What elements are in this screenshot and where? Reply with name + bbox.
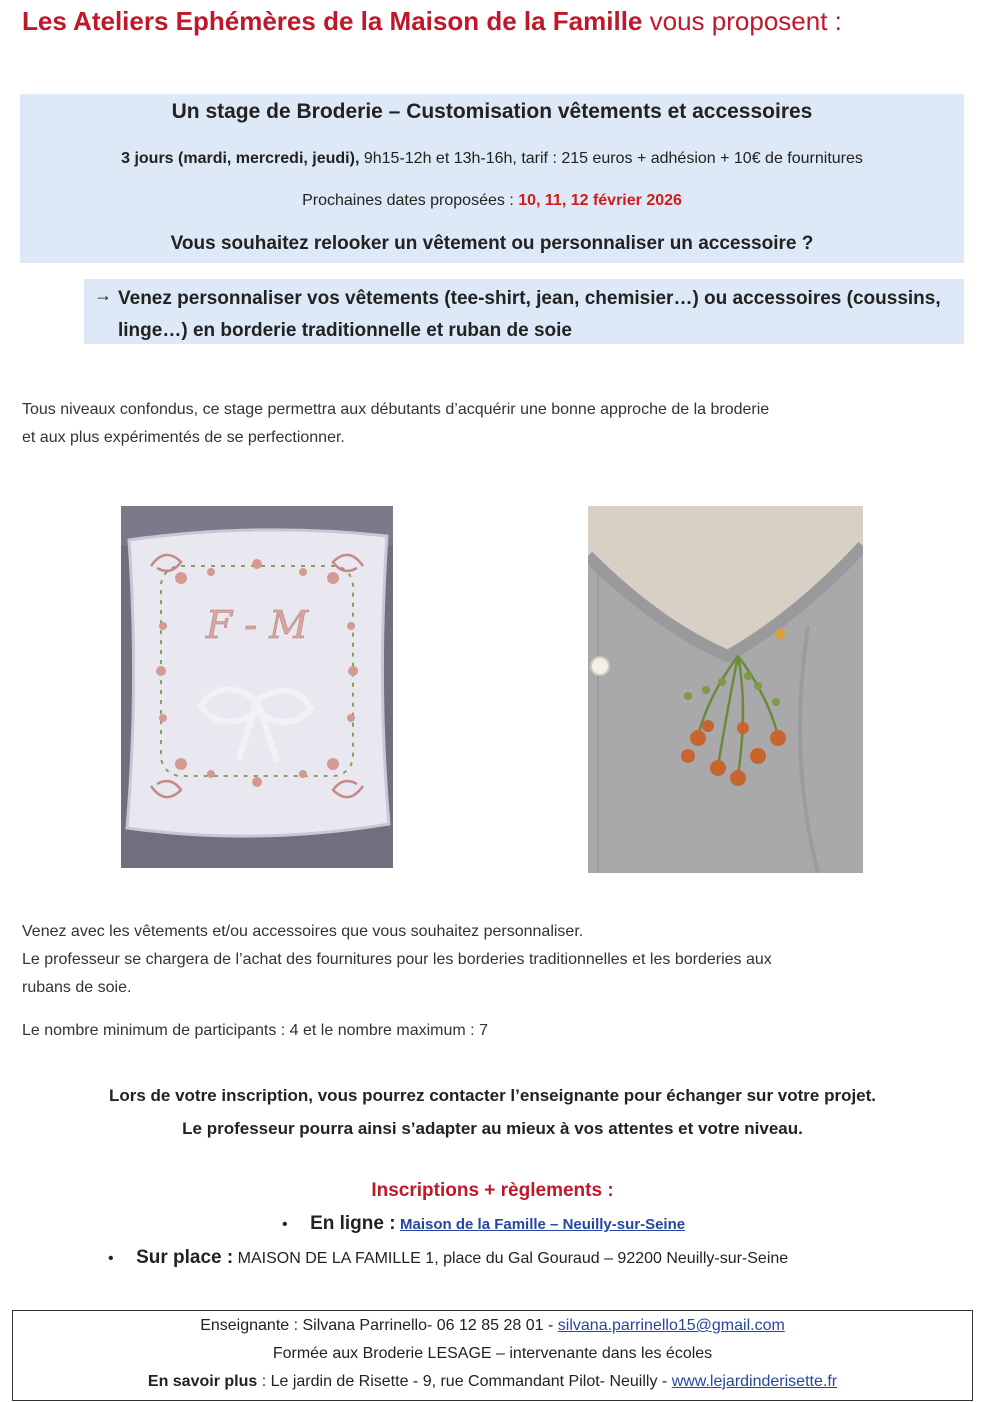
details-line-2: Le professeur se chargera de l’achat des fournitures pour les borderies traditionnelles et les borderies aux bbox=[22, 951, 772, 968]
registration-online-link[interactable]: Maison de la Famille – Neuilly-sur-Seine bbox=[400, 1216, 686, 1233]
bullet-icon: • bbox=[282, 1216, 288, 1233]
page-title-bold: Les Ateliers Ephémères de la Maison de la Famille bbox=[22, 6, 643, 36]
customize-callout bbox=[84, 279, 964, 344]
contact-note-line-1: Lors de votre inscription, vous pourrez contacter l’enseignante pour échanger sur votre projet. bbox=[108, 1086, 877, 1105]
arrow-right-icon: → bbox=[94, 285, 112, 305]
details-paragraph bbox=[22, 918, 772, 1002]
registration-onsite bbox=[108, 1247, 788, 1269]
contact-note-line-2: Le professeur pourra ainsi s’adapter au mieux à vos attentes et votre niveau. bbox=[182, 1119, 803, 1138]
page-title-rest: vous proposent : bbox=[649, 6, 842, 36]
teacher-label: Enseignante : Silvana Parrinello- 06 12 85 28 01 - bbox=[200, 1317, 554, 1334]
customize-callout-text: Venez personnaliser vos vêtements (tee-shirt, jean, chemisier…) ou accessoires (coussins, linge…) en borderie traditionnelle et ruban de soie bbox=[118, 288, 941, 341]
intro-line-1: Tous niveaux confondus, ce stage permettra aux débutants d’acquérir une bonne approche de la broderie bbox=[22, 401, 770, 418]
registration-onsite-address: MAISON DE LA FAMILLE 1, place du Gal Gouraud – 92200 Neuilly-sur-Seine bbox=[237, 1250, 789, 1267]
course-schedule bbox=[20, 150, 964, 168]
cushion-photo bbox=[121, 506, 393, 868]
page-title bbox=[22, 6, 842, 37]
intro-line-2: et aux plus expérimentés de se perfectionner. bbox=[22, 429, 345, 446]
details-line-1: Venez avec les vêtements et/ou accessoires que vous souhaitez personnaliser. bbox=[22, 923, 584, 940]
training-line: Formée aux Broderie LESAGE – intervenante dans les écoles bbox=[272, 1345, 713, 1362]
intro-paragraph bbox=[22, 396, 769, 452]
course-dates bbox=[20, 192, 964, 210]
registration-online bbox=[282, 1213, 685, 1235]
course-dates-label: Prochaines dates proposées : bbox=[302, 192, 514, 209]
registration-onsite-label: Sur place : bbox=[136, 1247, 234, 1268]
contact-box bbox=[12, 1310, 973, 1401]
sweater-photo bbox=[588, 506, 863, 873]
website-link[interactable]: www.lejardinderisette.fr bbox=[671, 1373, 838, 1390]
registration-title: Inscriptions + règlements : bbox=[371, 1180, 614, 1201]
participants-info: Le nombre minimum de participants : 4 et le nombre maximum : 7 bbox=[22, 1022, 488, 1039]
course-dates-value: 10, 11, 12 février 2026 bbox=[518, 192, 682, 209]
course-hours-price: 9h15-12h et 13h-16h, tarif : 215 euros + adhésion + 10€ de fournitures bbox=[363, 150, 863, 167]
more-info-line bbox=[13, 1373, 972, 1391]
bullet-icon: • bbox=[108, 1250, 114, 1267]
course-days: 3 jours (mardi, mercredi, jeudi), bbox=[121, 150, 360, 167]
more-info-text: : Le jardin de Risette - 9, rue Commandant Pilot- Neuilly - bbox=[261, 1373, 668, 1390]
details-line-3: rubans de soie. bbox=[22, 979, 132, 996]
course-info-box bbox=[20, 94, 964, 263]
course-question: Vous souhaitez relooker un vêtement ou personnaliser un accessoire ? bbox=[170, 233, 814, 254]
cushion-monogram: F - M bbox=[205, 603, 309, 647]
teacher-line bbox=[13, 1317, 972, 1335]
teacher-email-link[interactable]: silvana.parrinello15@gmail.com bbox=[557, 1317, 785, 1334]
more-info-label: En savoir plus bbox=[147, 1373, 258, 1390]
course-title: Un stage de Broderie – Customisation vêtements et accessoires bbox=[171, 100, 813, 123]
registration-online-label: En ligne : bbox=[310, 1213, 396, 1234]
